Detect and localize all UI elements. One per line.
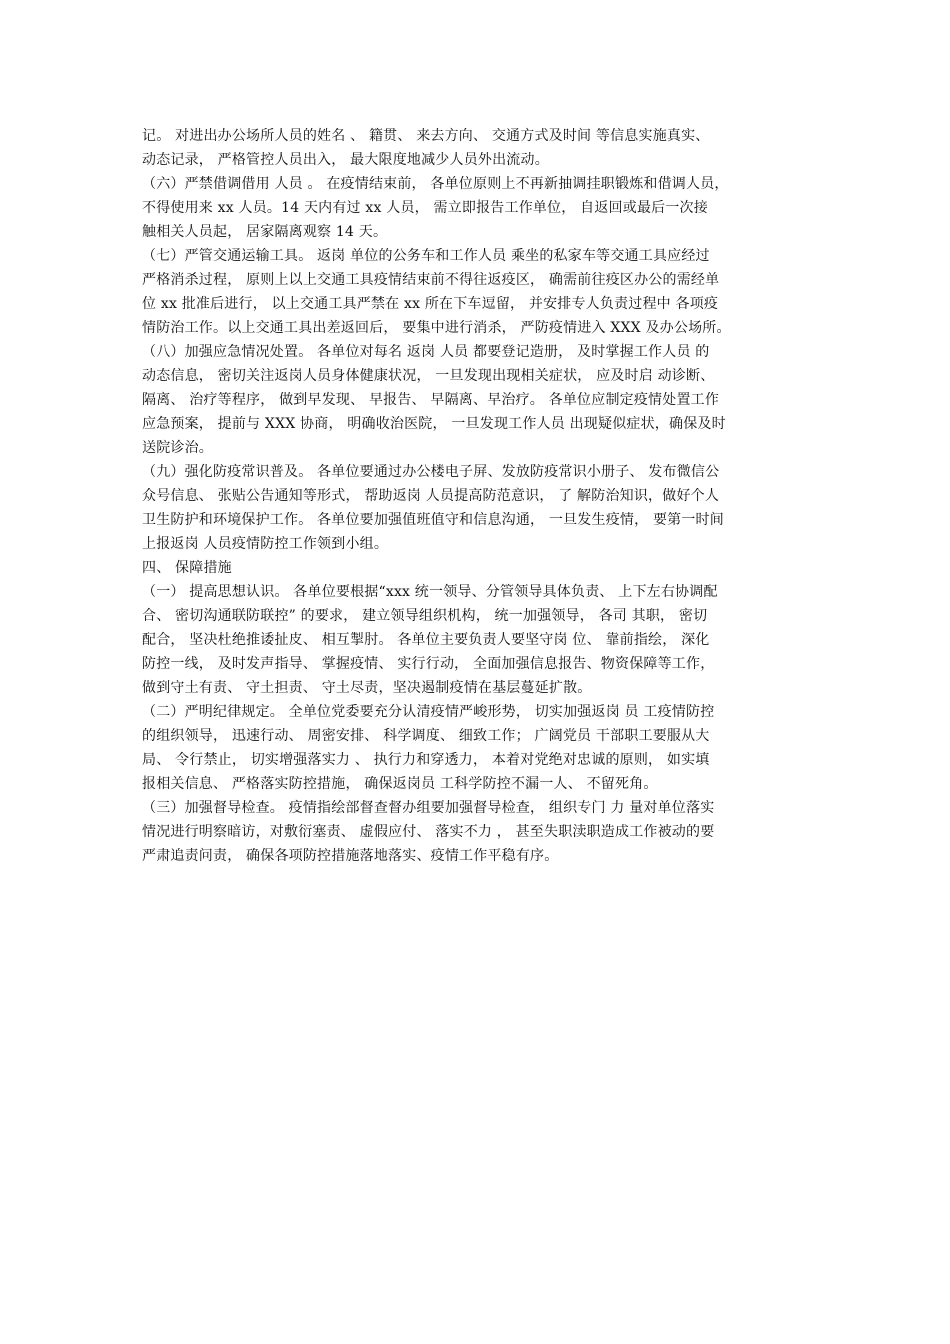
text-line: 触相关人员起， 居家隔离观察 14 天。 — [142, 224, 388, 240]
text-line: 众号信息、 张贴公告通知等形式， 帮助返岗 人员提高防范意识， 了 解防治知识，做好个人 — [142, 488, 720, 504]
text-line: 局、 令行禁止， 切实增强落实力 、 执行力和穿透力， 本着对党绝对忠诚的原则， 如实填 — [142, 752, 710, 768]
text-line: 做到守土有责、 守土担责、 守土尽责，坚决遏制疫情在基层蔓延扩散。 — [142, 680, 592, 696]
text-line: （九）强化防疫常识普及。 各单位要通过办公楼电子屏、发放防疫常识小册子、 发布微信公 — [142, 464, 720, 480]
text-line: （三）加强督导检查。 疫情指绘部督查督办组要加强督导检查， 组织专门 力 量对单位落实 — [142, 800, 715, 816]
text-line: 情况进行明察暗访，对敷衍塞责、 虚假应付、 落实不力 ， 甚至失职渎职造成工作被动的要 — [142, 824, 715, 840]
text-line: （一） 提高思想认识。 各单位要根据“xxx 统一领导、分管领导具体负责、 上下左右协调配 — [142, 584, 718, 600]
text-line: 送院诊治。 — [142, 440, 213, 456]
text-line: （七）严管交通运输工具。 返岗 单位的公务车和工作人员 乘坐的私家车等交通工具应经过 — [142, 248, 710, 264]
text-line: 动态信息， 密切关注返岗人员身体健康状况， 一旦发现出现相关症状， 应及时启 动诊断、 — [142, 368, 715, 384]
text-line: 不得使用来 xx 人员。14 天内有过 xx 人员， 需立即报告工作单位， 自返回或最后一次接 — [142, 200, 708, 216]
section-heading: 四、 保障措施 — [142, 560, 232, 576]
text-line: 严格消杀过程， 原则上以上交通工具疫情结束前不得往返疫区， 确需前往疫区办公的需经单 — [142, 272, 720, 288]
text-line: 防控一线， 及时发声指导、 掌握疫情、 实行行动， 全面加强信息报告、物资保障等工作， — [142, 656, 715, 672]
text-line: 报相关信息、 严格落实防控措施， 确保返岗员 工科学防控不漏一人、 不留死角。 — [142, 776, 658, 792]
text-line: （二）严明纪律规定。 全单位党委要充分认清疫情严峻形势， 切实加强返岗 员 工疫情防控 — [142, 704, 715, 720]
text-line: （八）加强应急情况处置。 各单位对每名 返岗 人员 都要登记造册， 及时掌握工作人员 的 — [142, 344, 710, 360]
text-line: 配合， 坚决杜绝推诿扯皮、 相互掣肘。 各单位主要负责人要坚守岗 位、 靠前指绘， 深化 — [142, 632, 710, 648]
text-line: 情防治工作。以上交通工具出差返回后， 要集中进行消杀， 严防疫情进入 XXX 及办公场所。 — [142, 320, 731, 336]
text-line: 位 xx 批准后进行， 以上交通工具严禁在 xx 所在下车逗留， 并安排专人负责过程中 各项疫 — [142, 296, 719, 312]
text-line: 应急预案， 提前与 XXX 协商， 明确收治医院， 一旦发现工作人员 出现疑似症状，确保及时 — [142, 416, 726, 432]
text-line: 的组织领导， 迅速行动、 周密安排、 科学调度、 细致工作； 广阔党员 干部职工要服从大 — [142, 728, 710, 744]
text-line: （六）严禁借调借用 人员 。 在疫情结束前， 各单位原则上不再新抽调挂职锻炼和借调人员， — [142, 176, 729, 192]
text-line: 合、 密切沟通联防联控” 的要求， 建立领导组织机构， 统一加强领导， 各司 其职， 密切 — [142, 608, 708, 624]
text-line: 严肃追责问责， 确保各项防控措施落地落实、疫情工作平稳有序。 — [142, 848, 559, 864]
text-line: 动态记录， 严格管控人员出入， 最大限度地减少人员外出流动。 — [142, 152, 549, 168]
text-line: 卫生防护和环境保护工作。 各单位要加强值班值守和信息沟通， 一旦发生疫情， 要第一时间 — [142, 512, 724, 528]
text-line: 上报返岗 人员疫情防控工作领到小组。 — [142, 536, 389, 552]
document-body — [142, 124, 808, 868]
text-line: 记。 对进出办公场所人员的姓名 、 籍贯、 来去方向、 交通方式及时间 等信息实施真实、 — [142, 128, 710, 144]
text-line: 隔离、 治疗等程序， 做到早发现、 早报告、 早隔离、早治疗。 各单位应制定疫情处置工作 — [142, 392, 720, 408]
